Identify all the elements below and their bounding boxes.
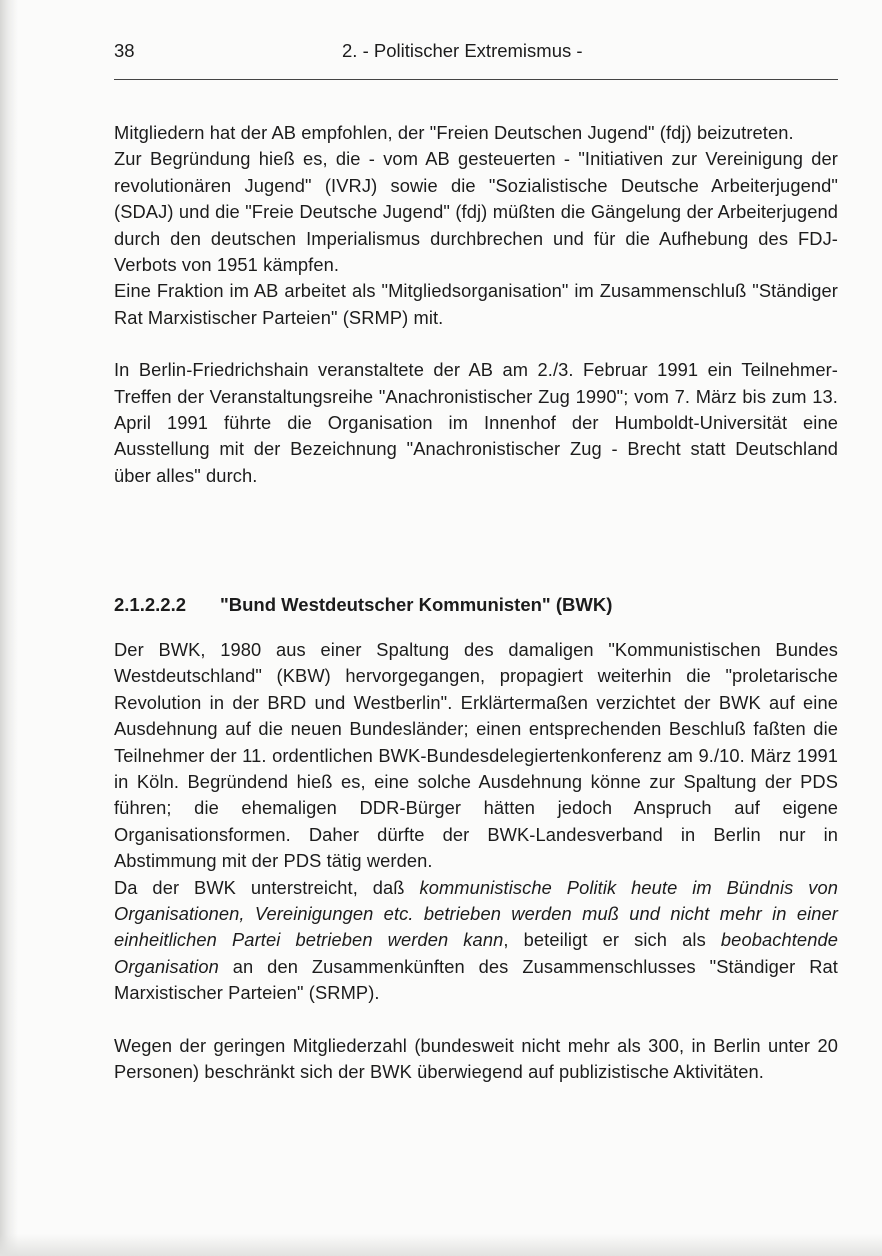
text-block-ab bbox=[114, 120, 838, 489]
scan-edge-bottom bbox=[0, 1234, 882, 1256]
observer-role: beobachtende Organisation bbox=[114, 929, 838, 977]
alliance-text-1: Da der BWK unterstreicht, daß bbox=[114, 876, 420, 898]
alliance-quote: kommunistische Politik heute im Bündnis von Organisationen, Vereinigungen etc. betrieben werden muß und nicht mehr in einer einheitlichen Partei betrieben werden kann bbox=[114, 876, 838, 951]
paragraph-bwk-alliance bbox=[114, 875, 838, 1007]
header-rule bbox=[114, 79, 838, 80]
scan-edge-left bbox=[0, 0, 18, 1256]
paragraph-bwk-origin: Der BWK, 1980 aus einer Spaltung des damaligen "Kommunistischen Bundes Westdeutschland" (KBW) hervorgegangen, propagiert weiterhin die "proletarische Revolution in der BRD und Westberlin". Erklärtermaßen verzichtet der BWK auf eine Ausdehnung auf die neuen Bundesländer; einen entsprechenden Beschluß faßten die Teilnehmer der 11. ordentlichen BWK-Bundesdelegiertenkonferenz am 9./10. März 1991 in Köln. Begründend hieß es, eine solche Ausdehnung könne zur Spaltung der PDS führen; die ehemaligen DDR-Bürger hätten jedoch Anspruch auf eigene Organisationsformen. Daher dürfte der BWK-Landesverband in Berlin nur in Abstimmung mit der PDS tätig werden. bbox=[114, 639, 838, 872]
section-title: "Bund Westdeutscher Kommunisten" (BWK) bbox=[220, 594, 613, 615]
page-header bbox=[114, 40, 838, 70]
paragraph-gap bbox=[114, 1007, 838, 1033]
alliance-text-2: , beteiligt er sich als bbox=[503, 929, 721, 951]
paragraph-gap bbox=[114, 331, 838, 357]
paragraph-bwk-membership: Wegen der geringen Mitgliederzahl (bundesweit nicht mehr als 300, in Berlin unter 20 Personen) beschränkt sich der BWK überwiegend auf publizistische Aktivitäten. bbox=[114, 1034, 838, 1083]
paragraph-justification: Zur Begründung hieß es, die - vom AB gesteuerten - "Initiativen zur Vereinigung der revolutionären Jugend" (IVRJ) sowie die "Sozialistische Deutsche Arbeiterjugend" (SDAJ) und die "Freie Deutsche Jugend" (fdj) müßten die Gängelung der Arbeiterjugend durch den deutschen Imperialismus durchbrechen und für die Aufhebung des FDJ-Verbots von 1951 kämpfen. bbox=[114, 148, 838, 276]
section-heading bbox=[114, 592, 612, 618]
running-title: 2. - Politischer Extremismus - bbox=[342, 40, 583, 61]
paragraph-faction: Eine Fraktion im AB arbeitet als "Mitgliedsorganisation" im Zusammenschluß "Ständiger Rat Marxistischer Parteien" (SRMP) mit. bbox=[114, 280, 838, 328]
paragraph-membership: Mitgliedern hat der AB empfohlen, der "Freien Deutschen Jugend" (fdj) beizutreten. bbox=[114, 122, 794, 143]
paragraph-berlin-events: In Berlin-Friedrichshain veranstaltete der AB am 2./3. Februar 1991 ein Teilnehmer-Treffen der Veranstaltungsreihe "Anachronistischer Zug 1990"; vom 7. März bis zum 13. April 1991 führte die Organisation im Innenhof der Humboldt-Universität eine Ausstellung mit der Bezeichnung "Anachronistischer Zug - Brecht statt Deutschland über alles" durch. bbox=[114, 359, 838, 486]
text-block-bwk bbox=[114, 637, 838, 1086]
section-number: 2.1.2.2.2 bbox=[114, 594, 187, 615]
page-number: 38 bbox=[114, 40, 135, 61]
alliance-text-3: an den Zusammenkünften des Zusammenschlusses "Ständiger Rat Marxistischer Parteien" (SRMP). bbox=[114, 955, 838, 1004]
